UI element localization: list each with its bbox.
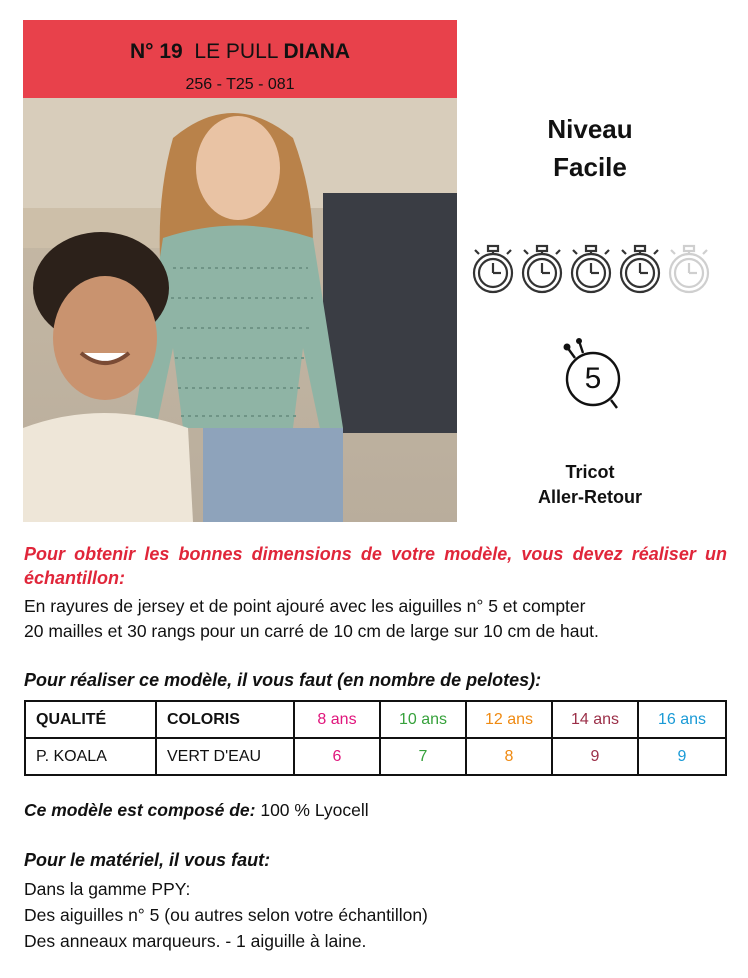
material-line: Dans la gamme PPY: <box>24 879 191 899</box>
pattern-name-plain: LE PULL <box>194 40 278 63</box>
level-value: Facile <box>553 152 627 182</box>
gauge-text <box>24 594 734 644</box>
needle-size-number: 5 <box>584 362 602 395</box>
cell-balls: 9 <box>638 738 726 775</box>
header-size: 8 ans <box>294 701 380 738</box>
technique-line2: Aller-Retour <box>537 487 642 507</box>
gauge-text-line1: En rayures de jersey et de point ajouré avec les aiguilles n° 5 et compter <box>24 596 586 616</box>
stopwatch-icon <box>470 244 516 294</box>
quantities-table <box>24 700 727 776</box>
material-title: Pour le matériel, il vous faut: <box>24 850 271 870</box>
technique-line1: Tricot <box>565 462 615 482</box>
header-size: 10 ans <box>380 701 466 738</box>
stopwatch-icon-empty <box>666 244 712 294</box>
difficulty-rating <box>470 244 720 294</box>
table-header-row <box>25 701 726 738</box>
needle-size-badge <box>557 338 629 414</box>
gauge-text-line2: 20 mailles et 30 rangs pour un carré de 10 cm de large sur 10 cm de haut. <box>24 621 599 641</box>
header-size: 14 ans <box>552 701 638 738</box>
cell-quality: P. KOALA <box>25 738 156 775</box>
header-size: 12 ans <box>466 701 552 738</box>
table-row <box>25 738 726 775</box>
gauge-title: Pour obtenir les bonnes dimensions de votre modèle, vous devez réaliser un échantillon: <box>24 544 727 588</box>
cell-balls: 6 <box>294 738 380 775</box>
pattern-title <box>23 40 457 64</box>
composition-label: Ce modèle est composé de: <box>24 800 256 820</box>
pattern-name-bold: DIANA <box>283 40 351 63</box>
stopwatch-icon <box>568 244 614 294</box>
composition <box>24 800 369 821</box>
stopwatch-icon <box>617 244 663 294</box>
technique <box>500 460 680 510</box>
difficulty-level <box>490 110 690 186</box>
header-colour: COLORIS <box>156 701 294 738</box>
cell-balls: 8 <box>466 738 552 775</box>
cell-balls: 9 <box>552 738 638 775</box>
composition-value: 100 % Lyocell <box>260 800 369 820</box>
pattern-reference: 256 - T25 - 081 <box>185 76 295 93</box>
header-quality: QUALITÉ <box>25 701 156 738</box>
material-line: Des aiguilles n° 5 (ou autres selon votre échantillon) <box>24 905 428 925</box>
level-label: Niveau <box>547 114 633 144</box>
title-banner <box>23 20 457 98</box>
header-size: 16 ans <box>638 701 726 738</box>
stopwatch-icon <box>519 244 565 294</box>
pattern-number: N° 19 <box>129 40 183 63</box>
material-list <box>24 876 428 954</box>
cell-balls: 7 <box>380 738 466 775</box>
quantities-title: Pour réaliser ce modèle, il vous faut (en nombre de pelotes): <box>24 670 542 690</box>
material-line: Des anneaux marqueurs. - 1 aiguille à laine. <box>24 931 367 951</box>
cell-colour: VERT D'EAU <box>156 738 294 775</box>
model-photo <box>23 98 457 522</box>
